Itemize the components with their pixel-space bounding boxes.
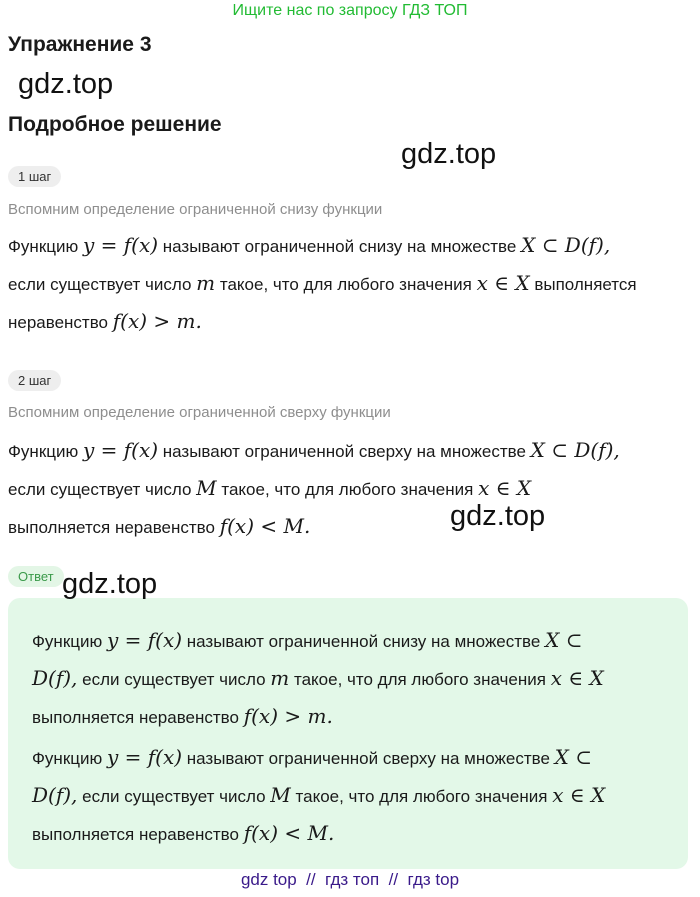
text: выполняется bbox=[534, 275, 637, 294]
step-1-badge bbox=[8, 166, 61, 187]
watermark: gdz.top bbox=[62, 568, 158, 600]
formula: X ⊂ D(f), bbox=[521, 233, 611, 257]
formula: m bbox=[270, 666, 290, 690]
text: неравенство bbox=[8, 313, 109, 332]
formula: D(f), bbox=[32, 666, 78, 690]
text: Функцию bbox=[8, 442, 79, 461]
text: выполняется неравенство bbox=[32, 825, 239, 844]
text: такое, что для любого значения bbox=[294, 670, 546, 689]
formula: M bbox=[270, 783, 291, 807]
formula: X ⊂ D(f), bbox=[530, 438, 620, 462]
text: если существует число bbox=[82, 670, 266, 689]
step-2-hint: Вспомним определение ограниченной сверху функции bbox=[8, 404, 391, 421]
text: если существует число bbox=[8, 275, 192, 294]
exercise-title: Упражнение 3 bbox=[8, 33, 152, 56]
text: если существует число bbox=[8, 480, 192, 499]
answer-label: Ответ bbox=[8, 566, 64, 587]
watermark: gdz.top bbox=[450, 500, 546, 532]
formula: M bbox=[196, 476, 217, 500]
formula: y = f(x) bbox=[82, 233, 159, 257]
text: такое, что для любого значения bbox=[221, 480, 474, 499]
step-label: 2 шаг bbox=[8, 370, 61, 391]
text: если существует число bbox=[82, 787, 266, 806]
text: такое, что для любого значения bbox=[219, 275, 472, 294]
formula: y = f(x) bbox=[106, 628, 183, 652]
text: называют ограниченной сверху на множестве bbox=[162, 442, 526, 461]
formula: x ∈ X bbox=[552, 783, 606, 807]
text: выполняется неравенство bbox=[32, 708, 239, 727]
formula: f(x) < M. bbox=[243, 821, 335, 845]
formula: y = f(x) bbox=[82, 438, 159, 462]
text: называют ограниченной сверху на множестве bbox=[186, 749, 550, 768]
text: Функцию bbox=[32, 632, 103, 651]
text: такое, что для любого значения bbox=[295, 787, 548, 806]
formula: f(x) > m. bbox=[243, 704, 333, 728]
formula: m bbox=[196, 271, 216, 295]
footer-links: gdz top // гдз топ // гдз top bbox=[240, 870, 460, 889]
formula: X ⊂ bbox=[545, 628, 583, 652]
text: выполняется неравенство bbox=[8, 518, 215, 537]
watermark: gdz.top bbox=[18, 68, 114, 100]
formula: f(x) > m. bbox=[112, 309, 202, 333]
text: Функцию bbox=[8, 237, 79, 256]
step-1-hint: Вспомним определение ограниченной снизу функции bbox=[8, 201, 383, 218]
text: Функцию bbox=[32, 749, 103, 768]
text: называют ограниченной снизу на множестве bbox=[162, 237, 517, 256]
formula: f(x) < M. bbox=[219, 514, 311, 538]
step-2-badge bbox=[8, 370, 61, 391]
step-label: 1 шаг bbox=[8, 166, 61, 187]
search-banner: Ищите нас по запросу ГДЗ ТОП bbox=[232, 2, 468, 19]
step-2-text bbox=[8, 432, 688, 546]
formula: x ∈ X bbox=[550, 666, 604, 690]
watermark: gdz.top bbox=[401, 138, 497, 170]
text: называют ограниченной снизу на множестве bbox=[186, 632, 541, 651]
formula: y = f(x) bbox=[106, 745, 183, 769]
answer-paragraph-2 bbox=[32, 739, 652, 853]
formula: x ∈ X bbox=[478, 476, 532, 500]
step-1-text bbox=[8, 227, 688, 341]
formula: D(f), bbox=[32, 783, 78, 807]
answer-badge bbox=[8, 566, 64, 587]
formula: x ∈ X bbox=[476, 271, 530, 295]
solution-title: Подробное решение bbox=[8, 113, 222, 136]
answer-paragraph-1 bbox=[32, 622, 652, 736]
formula: X ⊂ bbox=[554, 745, 593, 769]
